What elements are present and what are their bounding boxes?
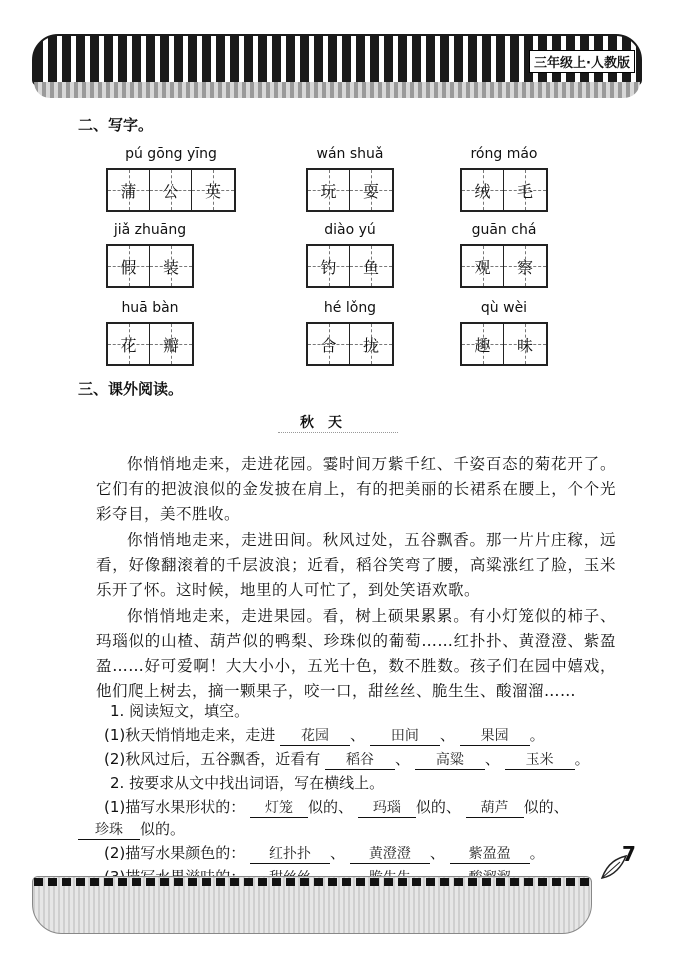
word-pinyin: jiǎ zhuāng	[113, 222, 187, 238]
character: 合	[320, 335, 337, 355]
answer-blank[interactable]: 黄澄澄	[350, 845, 430, 864]
character-cell	[308, 246, 350, 286]
word-item	[106, 300, 194, 366]
character-cell	[150, 324, 192, 364]
word-pinyin: pú gōng yīng	[125, 146, 217, 162]
paragraph-3: 你悄悄地走来，走进果园。看，树上硕果累累。有小灯笼似的柿子、玛瑙似的山楂、葫芦似的鸭梨、珍珠似的葡萄……红扑扑、黄澄澄、紫盈盈……好可爱啊！大大小小，五光十色，数不胜数。孩子们在园中嬉戏，他们爬上树去，摘一颗果子，咬一口，甜丝丝、脆生生、酸溜溜……	[96, 607, 616, 700]
character-grid	[306, 168, 394, 212]
character-cell	[108, 246, 150, 286]
word-pinyin: róng máo	[470, 146, 538, 162]
essay-title-underline	[278, 432, 398, 433]
word-pinyin: guān chá	[471, 222, 537, 238]
character: 装	[162, 257, 179, 277]
answer-blank[interactable]: 玛瑙	[358, 799, 416, 818]
character: 钓	[320, 257, 337, 277]
character-grid	[460, 244, 548, 288]
page-number: 7	[622, 842, 636, 866]
answer-blank[interactable]: 稻谷	[325, 751, 395, 770]
word-item	[306, 222, 394, 288]
character: 玩	[320, 181, 337, 201]
character-cell	[462, 246, 504, 286]
word-pinyin: diào yú	[324, 222, 376, 238]
word-item	[106, 146, 236, 212]
question-2-2: (2)描写水果颜色的： 红扑扑 、 黄澄澄 、 紫盈盈 。	[104, 844, 545, 862]
character-grid	[106, 322, 194, 366]
word-pinyin: wán shuǎ	[316, 146, 384, 162]
answer-blank[interactable]: 花园	[280, 727, 350, 746]
question-1-label: 1. 阅读短文，填空。	[110, 702, 250, 720]
character-cell	[504, 246, 546, 286]
character-cell	[504, 324, 546, 364]
question-2-label: 2. 按要求从文中找出词语，写在横线上。	[110, 774, 385, 792]
character: 毛	[516, 181, 533, 201]
question-text: (2)秋风过后，五谷飘香，近看有	[104, 750, 321, 768]
character-cell	[462, 170, 504, 210]
question-1-2: (2)秋风过后，五谷飘香，近看有 稻谷 、 高粱 、 玉米 。	[104, 750, 590, 768]
answer-blank[interactable]: 田间	[370, 727, 440, 746]
character: 拢	[362, 335, 379, 355]
character: 观	[474, 257, 491, 277]
word-item	[306, 146, 394, 212]
section-writing-title: 二、写字。	[78, 116, 154, 134]
answer-blank[interactable]: 红扑扑	[250, 845, 330, 864]
character: 鱼	[362, 257, 379, 277]
character-cell	[150, 246, 192, 286]
word-pinyin: qù wèi	[480, 300, 528, 316]
question-text: (1)秋天悄悄地走来，走进	[104, 726, 276, 744]
answer-blank[interactable]: 高粱	[415, 751, 485, 770]
paragraph-1: 你悄悄地走来，走进花园。霎时间万紫千红、千姿百态的菊花开了。它们有的把波浪似的金发披在肩上，有的把美丽的长裙系在腰上，个个光彩夺目，美不胜收。	[96, 455, 616, 523]
character-cell	[350, 170, 392, 210]
answer-blank[interactable]: 葫芦	[466, 799, 524, 818]
word-item	[106, 222, 194, 288]
character-cell	[308, 324, 350, 364]
character-grid	[106, 168, 236, 212]
word-item	[460, 300, 548, 366]
character-grid	[306, 244, 394, 288]
character-cell	[108, 324, 150, 364]
grade-label: 三年级上·人教版	[529, 50, 635, 73]
answer-blank[interactable]: 珍珠	[78, 821, 140, 840]
question-2-1-continued: 珍珠 似的。	[78, 818, 185, 840]
character: 花	[120, 335, 137, 355]
character-grid	[460, 168, 548, 212]
character-cell	[150, 170, 192, 210]
paragraph-2: 你悄悄地走来，走进田间。秋风过处，五谷飘香。那一片片庄稼，远看，好像翻滚着的千层波浪；近看，稻谷笑弯了腰，高粱涨红了脸，玉米乐开了怀。这时候，地里的人可忙了，到处笑语欢歌。	[96, 531, 616, 599]
character: 英	[204, 181, 221, 201]
word-item	[306, 300, 394, 366]
character-grid	[106, 244, 194, 288]
character: 察	[516, 257, 533, 277]
character-cell	[462, 324, 504, 364]
answer-blank[interactable]: 果园	[460, 727, 530, 746]
character: 蒲	[120, 181, 137, 201]
character-grid	[306, 322, 394, 366]
question-1-1: (1)秋天悄悄地走来，走进 花园 、 田间 、 果园 。	[104, 726, 545, 744]
character-cell	[350, 246, 392, 286]
word-pinyin: hé lǒng	[323, 300, 377, 316]
character: 假	[120, 257, 137, 277]
character: 味	[516, 335, 533, 355]
character-cell	[504, 170, 546, 210]
answer-blank[interactable]: 玉米	[505, 751, 575, 770]
character-cell	[308, 170, 350, 210]
character: 趣	[474, 335, 491, 355]
section-reading-title: 三、课外阅读。	[78, 380, 184, 398]
answer-blank[interactable]: 紫盈盈	[450, 845, 530, 864]
essay-title: 秋天	[300, 415, 356, 431]
character-grid	[460, 322, 548, 366]
character: 耍	[362, 181, 379, 201]
answer-blank[interactable]: 灯笼	[250, 799, 308, 818]
character-cell	[108, 170, 150, 210]
character-cell	[350, 324, 392, 364]
footer-dash-line	[34, 878, 590, 886]
word-item	[460, 146, 548, 212]
question-2-1: (1)描写水果形状的： 灯笼 似的、 玛瑙 似的、 葫芦 似的、	[104, 798, 569, 816]
word-pinyin: huā bàn	[121, 300, 179, 316]
character: 绒	[474, 181, 491, 201]
word-item	[460, 222, 548, 288]
character-cell	[192, 170, 234, 210]
question-text: (1)描写水果形状的：	[104, 798, 246, 816]
question-text: (2)描写水果颜色的：	[104, 844, 246, 862]
character: 瓣	[162, 335, 179, 355]
character: 公	[162, 181, 179, 201]
